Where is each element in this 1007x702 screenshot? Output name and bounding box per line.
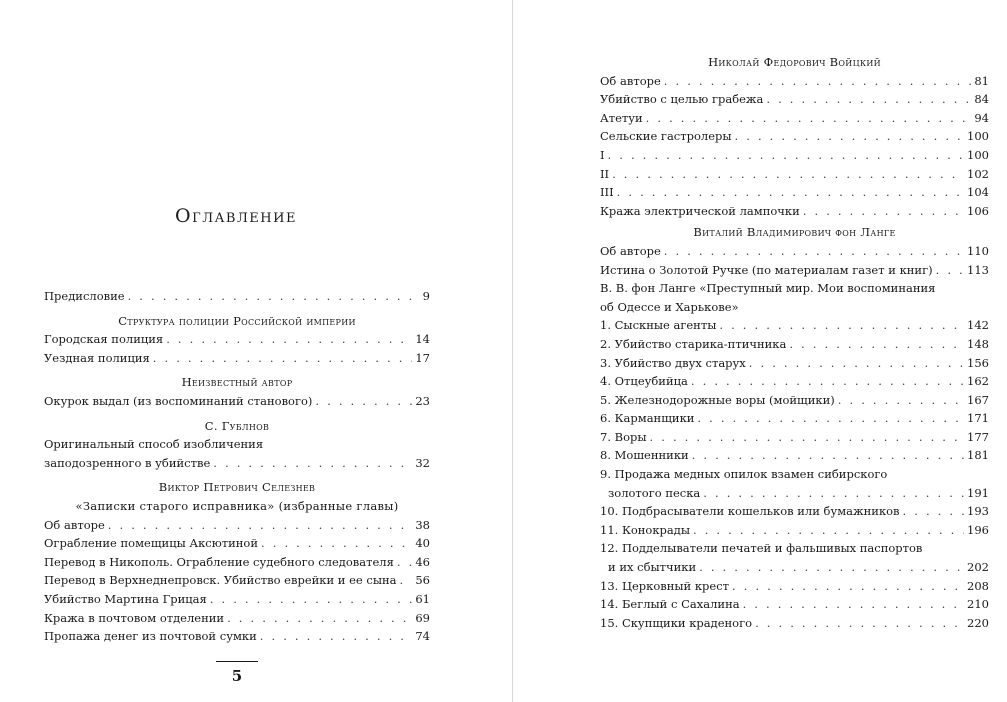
toc-entry-title-line[interactable]: 9. Продажа медных опилок взамен сибирского: [600, 467, 888, 482]
leader-dots: [838, 391, 964, 410]
toc-entry-title: Городская полиция: [44, 332, 164, 347]
leader-dots: [735, 127, 965, 146]
leader-dots: [732, 577, 964, 596]
leader-dots: [697, 409, 964, 428]
toc-entry-title: золотого песка: [608, 485, 701, 500]
right-toc: [600, 53, 989, 632]
toc-entry-title: 1. Сыскные агенты: [600, 318, 717, 333]
leader-dots: [315, 392, 412, 411]
section-subheading: «Записки старого исправника» (избранные главы): [75, 498, 399, 513]
leader-dots: [108, 516, 413, 535]
toc-entry-page: 100: [967, 147, 989, 162]
toc-entry-title: Об авторе: [600, 243, 661, 258]
toc-entry-preface[interactable]: [44, 287, 430, 306]
toc-entry[interactable]: [600, 242, 989, 261]
toc-entry[interactable]: [600, 165, 989, 184]
toc-entry[interactable]: [600, 90, 989, 109]
toc-entry-title: 6. Карманщики: [600, 411, 695, 426]
toc-entry[interactable]: [600, 484, 989, 503]
toc-entry-page: 156: [967, 355, 989, 370]
toc-entry[interactable]: [44, 571, 430, 590]
leader-dots: [789, 335, 964, 354]
leader-dots: [612, 165, 964, 184]
toc-entry[interactable]: [44, 534, 430, 553]
toc-entry-page: 23: [415, 393, 430, 408]
leader-dots: [608, 146, 965, 165]
toc-entry-page: 46: [415, 554, 430, 569]
toc-entry[interactable]: [600, 502, 989, 521]
toc-entry-title: 8. Мошенники: [600, 448, 689, 463]
toc-entry-page: 181: [967, 448, 989, 463]
toc-entry-page: 208: [967, 578, 989, 593]
toc-entry-title: Предисловие: [44, 289, 125, 303]
leader-dots: [693, 521, 964, 540]
toc-entry-page: 81: [974, 73, 989, 88]
toc-entry-title: Кража в почтовом отделении: [44, 610, 225, 625]
toc-entry[interactable]: [600, 446, 989, 465]
toc-entry-page: 38: [415, 517, 430, 532]
toc-entry[interactable]: [600, 354, 989, 373]
leader-dots: [699, 558, 964, 577]
toc-entry-title: 11. Конокрады: [600, 522, 690, 537]
toc-entry-page: 193: [967, 504, 989, 519]
toc-entry-title: III: [600, 185, 614, 200]
toc-entry-title: I: [600, 147, 605, 162]
toc-entry[interactable]: [600, 335, 989, 354]
leader-dots: [664, 242, 964, 261]
toc-entry-page: 104: [967, 185, 989, 200]
section-heading: С. Гублнов: [204, 418, 270, 433]
toc-entry-title: Пропажа денег из почтовой сумки: [44, 629, 257, 644]
toc-entry-title: 3. Убийство двух старух: [600, 355, 746, 370]
toc-entry-page: 9: [422, 289, 430, 303]
toc-entry[interactable]: [600, 372, 989, 391]
toc-entry-page: 74: [415, 629, 430, 644]
toc-entry[interactable]: [44, 553, 430, 572]
toc-entry-page: 162: [967, 374, 989, 389]
toc-entry-page: 61: [415, 591, 430, 606]
toc-entry-title: 14. Беглый с Сахалина: [600, 597, 740, 612]
footer-rule: [216, 661, 258, 662]
toc-entry-title: Перевод в Никополь. Ограбление судебного следователя: [44, 554, 394, 569]
leader-dots: [153, 349, 413, 368]
toc-entry-page: 191: [967, 485, 989, 500]
toc-entry[interactable]: [600, 614, 989, 633]
toc-entry-title: Убийство с целью грабежа: [600, 92, 764, 107]
toc-entry-page: 196: [967, 522, 989, 537]
leader-dots: [261, 534, 412, 553]
leader-dots: [213, 454, 412, 473]
toc-entry[interactable]: [44, 609, 430, 628]
leader-dots: [664, 72, 972, 91]
toc-entry-title: заподозренного в убийстве: [44, 455, 211, 470]
toc-entry[interactable]: [600, 261, 989, 280]
toc-entry-title: 10. Подбрасыватели кошельков или бумажников: [600, 504, 900, 519]
page-number: 5: [231, 667, 243, 685]
toc-entry[interactable]: [600, 595, 989, 614]
toc-entry-title: и их сбытчики: [608, 560, 697, 575]
leader-dots: [936, 261, 964, 280]
leader-dots: [691, 372, 964, 391]
left-toc: [44, 287, 430, 646]
toc-entry-title: Кража электрической лампочки: [600, 203, 800, 218]
toc-entry-title: Об авторе: [600, 73, 661, 88]
toc-entry-title: Уездная полиция: [44, 350, 150, 365]
section-heading: Структура полиции Российской империи: [118, 313, 356, 328]
toc-title: Оглавление: [175, 205, 297, 227]
leader-dots: [703, 484, 964, 503]
leader-dots: [617, 183, 964, 202]
toc-entry-page: 167: [967, 392, 989, 407]
leader-dots: [903, 502, 965, 521]
toc-entry-page: 14: [415, 332, 430, 347]
toc-entry[interactable]: [600, 428, 989, 447]
leader-dots: [743, 595, 964, 614]
toc-entry[interactable]: [44, 627, 430, 646]
toc-entry-page: 202: [967, 560, 989, 575]
toc-entry-title: 2. Убийство старика-птичника: [600, 336, 787, 351]
toc-entry[interactable]: [44, 590, 430, 609]
book-subtitle-line: об Одессе и Харькове»: [600, 299, 739, 314]
toc-entry-title: 4. Отцеубийца: [600, 374, 688, 389]
toc-entry-title: 7. Воры: [600, 429, 647, 444]
leader-dots: [749, 354, 964, 373]
toc-entry[interactable]: [44, 330, 430, 349]
toc-entry-page: 220: [967, 615, 989, 630]
toc-entry-title: Атетуи: [600, 110, 643, 125]
toc-entry-title: II: [600, 166, 610, 181]
toc-entry[interactable]: [600, 183, 989, 202]
toc-entry-page: 171: [967, 411, 989, 426]
section-heading: Николай Федорович Войцкий: [708, 55, 881, 69]
toc-entry-title: 5. Железнодорожные воры (мойщики): [600, 392, 835, 407]
toc-entry-page: 32: [415, 455, 430, 470]
leader-dots: [755, 614, 964, 633]
toc-entry-page: 113: [967, 262, 989, 277]
toc-entry[interactable]: [44, 349, 430, 368]
leader-dots: [227, 609, 412, 628]
book-subtitle-line: В. В. фон Ланге «Преступный мир. Мои воспоминания: [600, 281, 936, 296]
toc-entry[interactable]: [44, 516, 430, 535]
toc-entry-page: 102: [967, 166, 989, 181]
toc-entry[interactable]: [600, 202, 989, 221]
leader-dots: [803, 202, 964, 221]
toc-entry-page: 40: [415, 536, 430, 551]
toc-entry[interactable]: [600, 127, 989, 146]
leader-dots: [766, 90, 971, 109]
toc-entry[interactable]: [600, 72, 989, 91]
toc-entry[interactable]: [600, 409, 989, 428]
page-footer: [216, 661, 258, 685]
toc-entry-title: Убийство Мартина Грицая: [44, 591, 207, 606]
toc-entry-page: 17: [415, 350, 430, 365]
leader-dots: [260, 627, 413, 646]
toc-entry-page: 69: [415, 610, 430, 625]
toc-entry-title: Об авторе: [44, 517, 105, 532]
leader-dots: [166, 330, 412, 349]
leader-dots: [210, 590, 413, 609]
toc-entry[interactable]: [600, 577, 989, 596]
toc-entry[interactable]: [44, 454, 430, 473]
toc-entry-page: 56: [415, 573, 430, 588]
toc-entry-page: 106: [967, 203, 989, 218]
toc-entry-title: Окурок выдал (из воспоминаний станового): [44, 393, 313, 408]
toc-entry[interactable]: [600, 146, 989, 165]
toc-entry-page: 142: [967, 318, 989, 333]
toc-entry-page: 210: [967, 597, 989, 612]
toc-entry-page: 100: [967, 129, 989, 144]
toc-entry-title: 13. Церковный крест: [600, 578, 730, 593]
section-heading: Виталий Владимирович фон Ланге: [693, 225, 896, 240]
leader-dots: [646, 109, 972, 128]
toc-entry[interactable]: [600, 521, 989, 540]
leader-dots: [719, 316, 964, 335]
toc-entry[interactable]: [600, 558, 989, 577]
toc-entry[interactable]: [600, 109, 989, 128]
toc-entry-title: Истина о Золотой Ручке (по материалам газет и книг): [600, 262, 933, 277]
toc-entry-title: Сельские гастролеры: [600, 129, 732, 144]
leader-dots: [400, 571, 413, 590]
toc-entry-page: 94: [974, 110, 989, 125]
section-heading: Виктор Петрович Селезнев: [158, 480, 316, 495]
leader-dots: [650, 428, 965, 447]
toc-entry-title: Перевод в Верхнеднепровск. Убийство еврейки и ее сына: [44, 573, 397, 588]
leader-dots: [128, 287, 413, 306]
section-heading: Неизвестный автор: [181, 375, 293, 390]
toc-entry-title-line[interactable]: Оригинальный способ изобличения: [44, 437, 264, 452]
toc-entry-page: 110: [967, 243, 989, 258]
leader-dots: [692, 446, 964, 465]
toc-entry[interactable]: [44, 392, 430, 411]
toc-entry-title: Ограбление помещицы Аксютиной: [44, 536, 259, 551]
toc-entry-page: 84: [974, 92, 989, 107]
leader-dots: [397, 553, 413, 572]
toc-entry-title-line[interactable]: 12. Подделыватели печатей и фальшивых паспортов: [600, 541, 923, 556]
toc-entry-title: 15. Скупщики краденого: [600, 615, 753, 630]
toc-entry[interactable]: [600, 316, 989, 335]
toc-entry-page: 177: [967, 429, 989, 444]
toc-entry[interactable]: [600, 391, 989, 410]
toc-entry-page: 148: [967, 336, 989, 351]
